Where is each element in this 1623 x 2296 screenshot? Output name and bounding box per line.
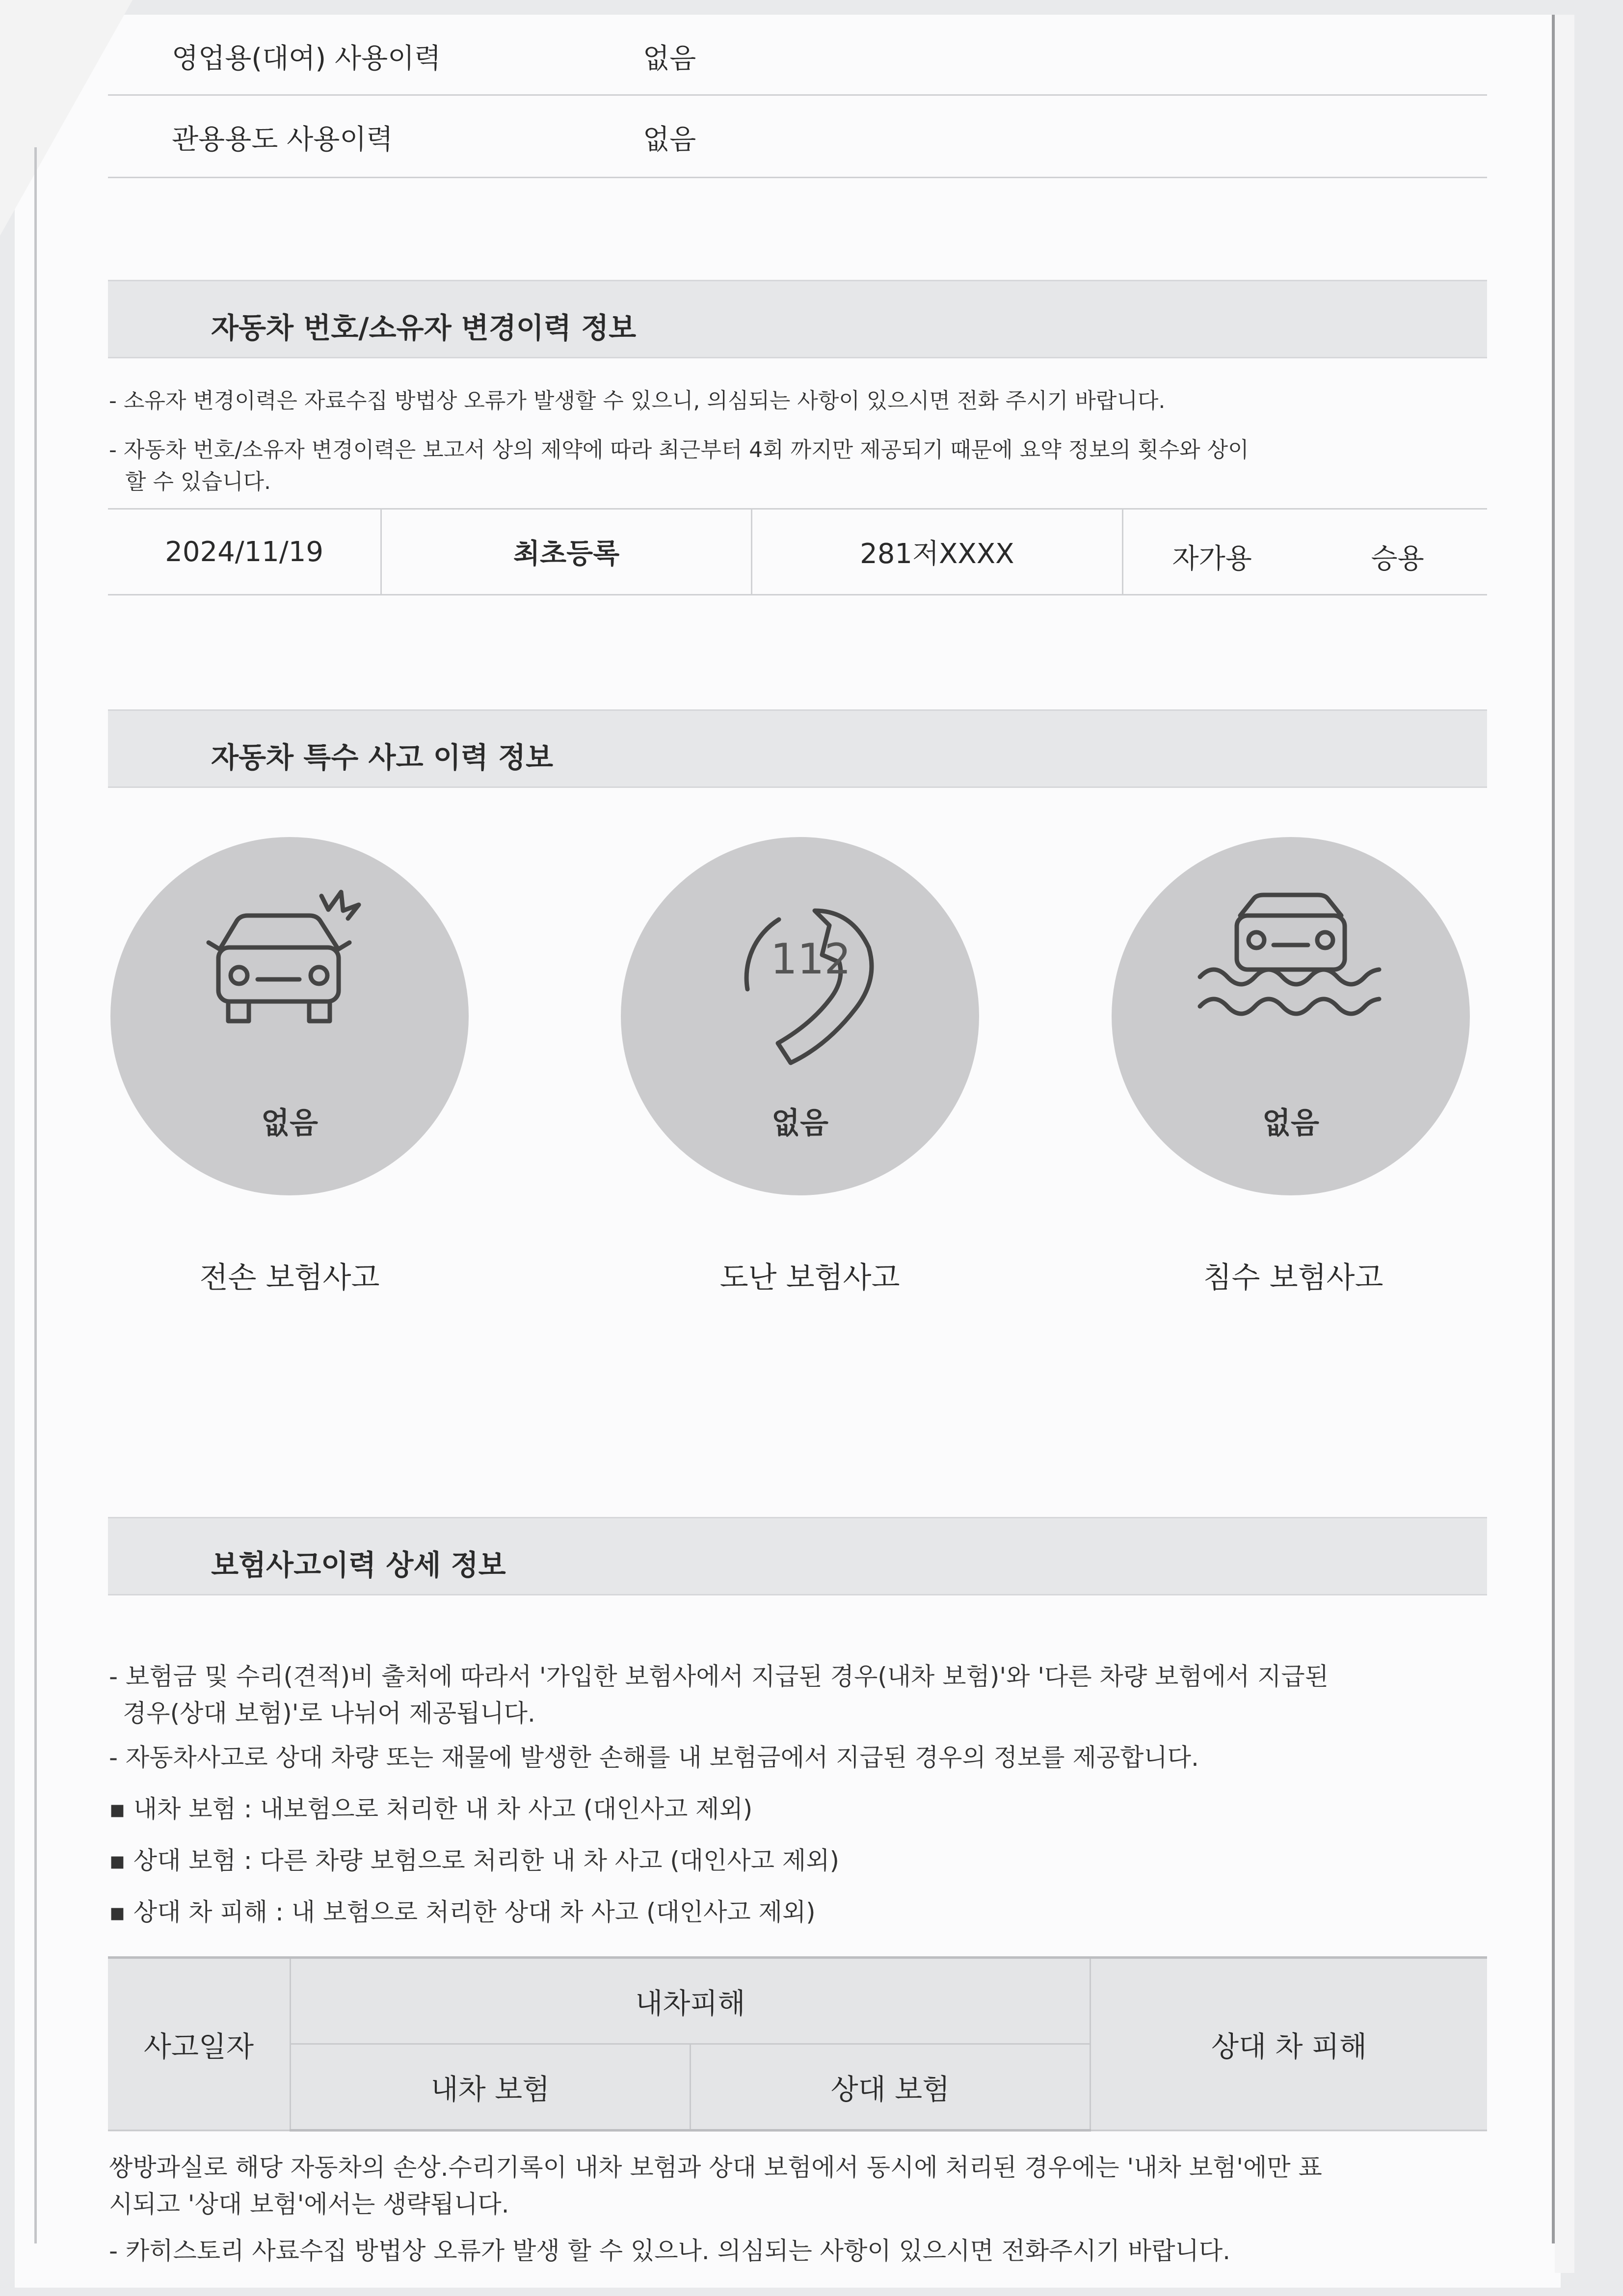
insurance-note: - 자동차사고로 상대 차량 또는 재물에 발생한 손해를 내 보험금에서 지급된 경우의 정보를 제공합니다. <box>109 1743 1199 1772</box>
theft-badge <box>621 837 979 1195</box>
owner-use-text: 자가용 <box>1172 543 1252 575</box>
footer-note: 시되고 '상대 보험'에서는 생략됩니다. <box>109 2190 509 2218</box>
government-use-value: 없음 <box>643 124 696 156</box>
owner-use-cell <box>1122 509 1487 595</box>
owner-section-title: 자동차 번호/소유자 변경이력 정보 <box>211 311 637 345</box>
total-loss-badge <box>110 837 469 1195</box>
owner-note: - 소유자 변경이력은 자료수집 방법상 오류가 발생할 수 있으니, 의심되는 사항이 있으시면 전화 주시기 바랍니다. <box>109 388 1166 413</box>
government-use-label: 관용용도 사용이력 <box>172 124 393 156</box>
flood-state: 없음 <box>1262 1106 1319 1140</box>
owner-note: 할 수 있습니다. <box>125 469 271 494</box>
row-divider <box>108 94 1487 96</box>
total-loss-state: 없음 <box>261 1106 318 1140</box>
table-row <box>108 509 1487 595</box>
owner-event-cell: 최초등록 <box>381 509 752 595</box>
other-insurance-header: 상대 보험 <box>690 2044 1090 2131</box>
owner-history-table <box>108 508 1487 595</box>
theft-caption: 도난 보험사고 <box>719 1261 900 1295</box>
folded-corner <box>0 0 133 236</box>
owner-note: - 자동차 번호/소유자 변경이력은 보고서 상의 제약에 따라 최근부터 4회 까지만 제공되기 때문에 요약 정보의 횟수와 상이 <box>109 437 1249 462</box>
special-accident-section-title: 자동차 특수 사고 이력 정보 <box>211 741 554 774</box>
insurance-note: - 보험금 및 수리(견적)비 출처에 따라서 '가입한 보험사에서 지급된 경우(내차 보험)'와 '다른 차량 보험에서 지급된 <box>109 1662 1329 1691</box>
insurance-legend-item: ▪ 상대 보험 : 다른 차량 보험으로 처리한 내 차 사고 (대인사고 제외) <box>109 1846 839 1875</box>
insurance-section-title: 보험사고이력 상세 정보 <box>211 1548 506 1582</box>
right-border-line <box>1552 15 1555 2243</box>
rental-use-label: 영업용(대여) 사용이력 <box>172 43 441 75</box>
insurance-section-header <box>108 1517 1487 1595</box>
footer-note: - 카히스토리 사료수집 방법상 오류가 발생 할 수 있으나. 의심되는 사항이 있으시면 전화주시기 바랍니다. <box>109 2237 1231 2265</box>
owner-section-header <box>108 280 1487 358</box>
left-border-line <box>34 147 37 2243</box>
own-insurance-header: 내차 보험 <box>290 2044 690 2131</box>
owner-type-text: 승용 <box>1371 543 1424 575</box>
insurance-accident-table <box>108 1956 1487 2132</box>
owner-date-cell: 2024/11/19 <box>108 509 381 595</box>
insurance-note: 경우(상대 보험)'로 나뉘어 제공됩니다. <box>123 1699 535 1728</box>
insurance-legend-item: ▪ 상대 차 피해 : 내 보험으로 처리한 상대 차 사고 (대인사고 제외) <box>109 1898 816 1926</box>
footer-note: 쌍방과실로 해당 자동차의 손상.수리기록이 내차 보험과 상대 보험에서 동시에 처리된 경우에는 '내차 보험'에만 표 <box>109 2153 1322 2182</box>
special-accident-section-header <box>108 709 1487 788</box>
own-damage-header: 내차피해 <box>290 1958 1090 2044</box>
total-loss-caption: 전손 보험사고 <box>199 1261 380 1295</box>
table-header-row <box>108 1958 1487 2044</box>
row-divider <box>108 177 1487 178</box>
insurance-legend-item: ▪ 내차 보험 : 내보험으로 처리한 내 차 사고 (대인사고 제외) <box>109 1795 753 1823</box>
flood-badge <box>1112 837 1470 1195</box>
flood-caption: 침수 보험사고 <box>1203 1261 1384 1295</box>
accident-date-header: 사고일자 <box>108 1958 290 2131</box>
rental-use-value: 없음 <box>643 43 696 75</box>
page-edge <box>1555 15 1574 2273</box>
other-car-damage-header: 상대 차 피해 <box>1090 1958 1487 2131</box>
phone-112-number: 112 <box>771 935 851 984</box>
theft-state: 없음 <box>772 1106 828 1140</box>
owner-plate-cell: 281저XXXX <box>752 509 1123 595</box>
